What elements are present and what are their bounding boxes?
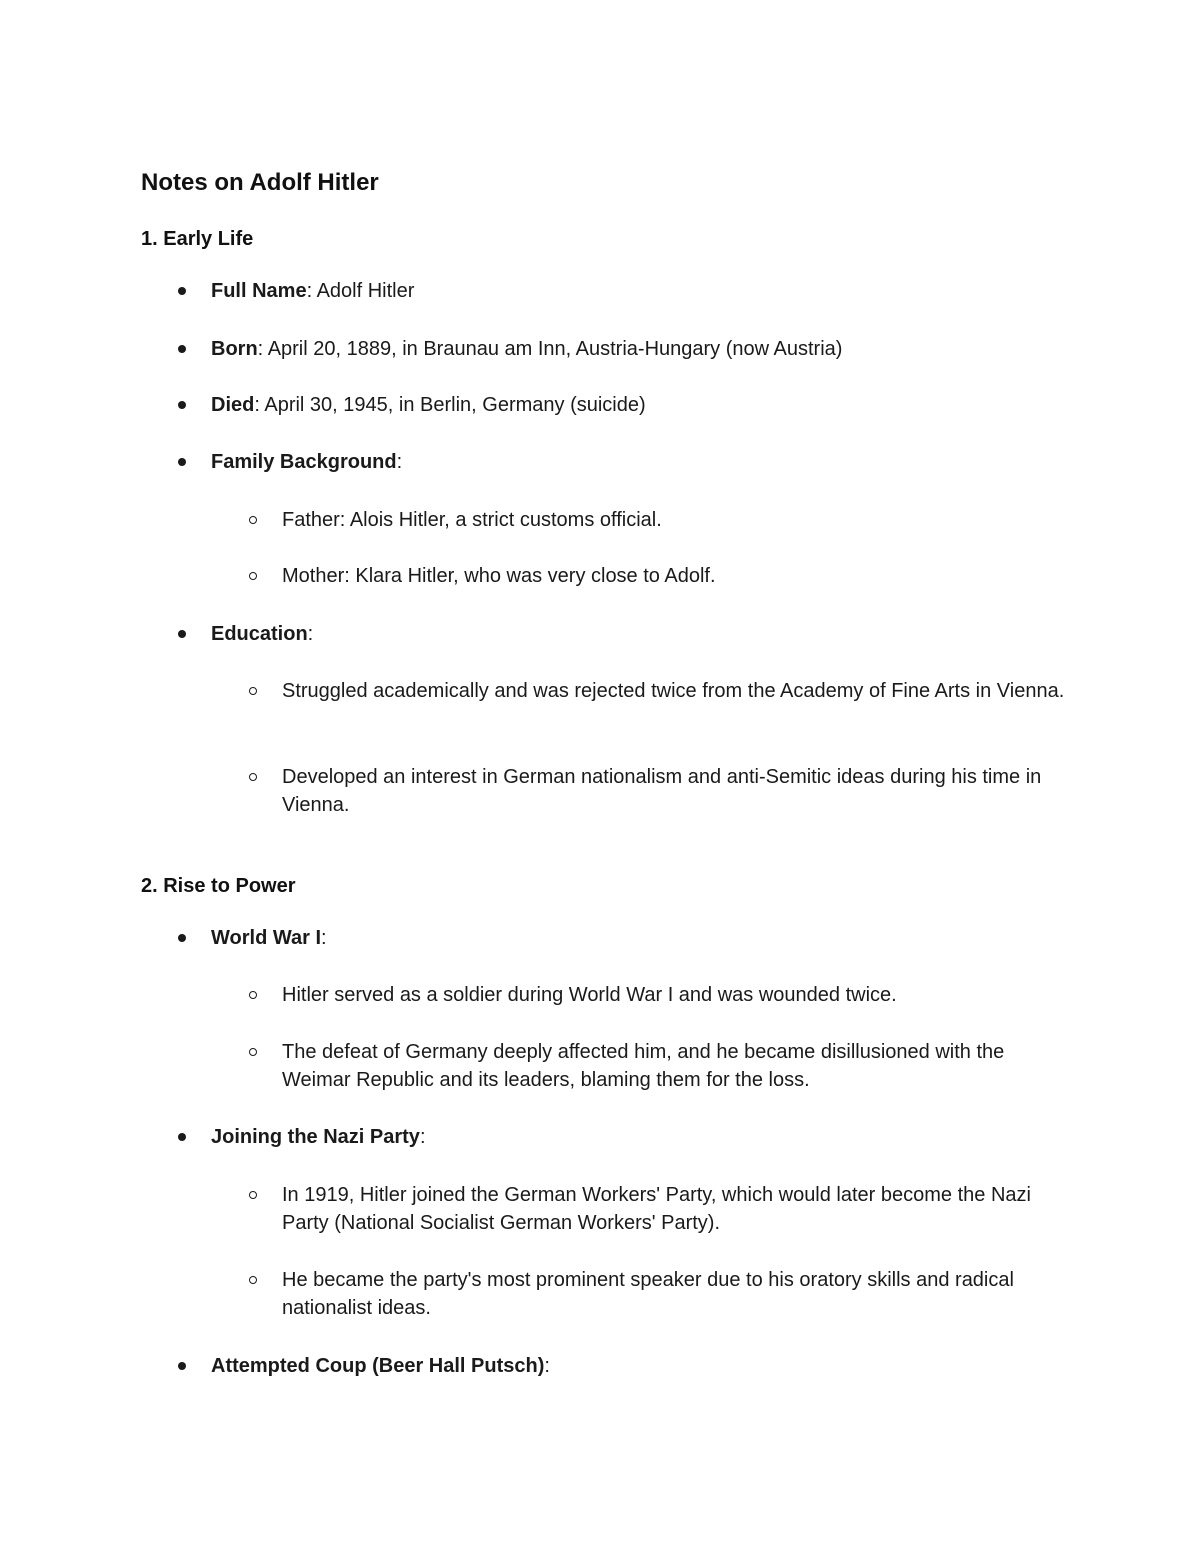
item-label: Born [211, 338, 258, 360]
item-label: Attempted Coup (Beer Hall Putsch) [211, 1355, 545, 1377]
sub-item-text: Hitler served as a soldier during World War I and was wounded twice. [282, 984, 897, 1006]
bullet-icon [178, 401, 186, 409]
circle-bullet-icon [249, 1048, 257, 1056]
sub-list-item [282, 1038, 1072, 1094]
bullet-icon [178, 1362, 186, 1370]
list-item [211, 391, 1071, 419]
sub-item-text: Struggled academically and was rejected twice from the Academy of Fine Arts in Vienna. [282, 680, 1065, 702]
sub-list-item [282, 981, 1072, 1009]
bullet-icon [178, 458, 186, 466]
sub-item-text: In 1919, Hitler joined the German Workers' Party, which would later become the Nazi Party (National Socialist German Workers' Party). [282, 1184, 1031, 1234]
circle-bullet-icon [249, 991, 257, 999]
item-separator: : [254, 394, 260, 416]
item-text: Adolf Hitler [312, 280, 415, 302]
item-separator: : [257, 338, 264, 360]
section-heading: 1. Early Life [141, 228, 254, 250]
sub-item-text: The defeat of Germany deeply affected him, and he became disillusioned with the Weimar Republic and its leaders, blaming them for the loss. [282, 1041, 1005, 1091]
item-text: April 30, 1945, in Berlin, Germany (suicide) [259, 394, 646, 416]
document-title: Notes on Adolf Hitler [141, 169, 379, 196]
sub-list-item [282, 1181, 1072, 1237]
bullet-icon [178, 934, 186, 942]
item-separator: : [307, 623, 314, 645]
circle-bullet-icon [249, 1276, 257, 1284]
item-separator: : [321, 927, 327, 949]
list-item [211, 335, 1071, 363]
item-label: Education [211, 623, 308, 645]
item-label: Full Name [211, 280, 307, 302]
sub-list-item [282, 763, 1072, 819]
circle-bullet-icon [249, 572, 257, 580]
circle-bullet-icon [249, 773, 257, 781]
item-label: Joining the Nazi Party [211, 1126, 420, 1148]
sub-list-item [282, 562, 1072, 590]
item-separator: : [544, 1355, 550, 1377]
bullet-icon [178, 630, 186, 638]
sub-list-item [282, 1266, 1072, 1322]
sub-item-text: Father: Alois Hitler, a strict customs official. [282, 509, 662, 531]
bullet-icon [178, 345, 186, 353]
item-text: April 20, 1889, in Braunau am Inn, Austria-Hungary (now Austria) [263, 338, 843, 360]
list-item [211, 448, 1071, 476]
sub-item-text: He became the party's most prominent speaker due to his oratory skills and radical nationalist ideas. [282, 1269, 1014, 1319]
sub-list-item [282, 506, 1072, 534]
list-item [211, 1123, 1071, 1151]
item-separator: : [306, 280, 313, 302]
item-separator: : [419, 1126, 426, 1148]
bullet-icon [178, 1133, 186, 1141]
list-item [211, 277, 1071, 305]
list-item [211, 620, 1071, 648]
circle-bullet-icon [249, 1191, 257, 1199]
item-separator: : [396, 451, 403, 473]
sub-item-text: Mother: Klara Hitler, who was very close to Adolf. [282, 565, 716, 587]
bullet-icon [178, 287, 186, 295]
list-item [211, 924, 1071, 952]
item-label: Died [211, 394, 255, 416]
circle-bullet-icon [249, 687, 257, 695]
item-label: World War I [211, 927, 321, 949]
item-label: Family Background [211, 451, 397, 473]
circle-bullet-icon [249, 516, 257, 524]
sub-list-item [282, 677, 1072, 705]
section-heading: 2. Rise to Power [141, 875, 296, 897]
sub-item-text: Developed an interest in German nationalism and anti-Semitic ideas during his time in Vienna. [282, 766, 1042, 816]
list-item [211, 1352, 1071, 1380]
